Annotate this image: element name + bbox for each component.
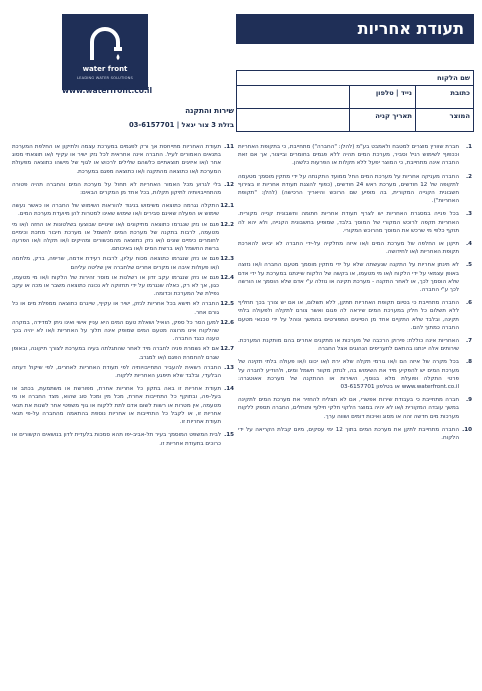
clause-text: בכל מקרה של איזה הם ו/או גורמי תקלה שלא ירת ו/או יכונו ו/או פעולה בלתי תקינה של מערכת המים יש להפקיע מיד את השימוש בה, לנתק מקוור חשמל ומים, ולהודיע לחברה על פרטי התקלה ופועלת מלא בנוסף, השירות או ההתקנה של מערכת אאוטגרה: www.waterfront.co.il או בטלפון 03-6157701 [238, 359, 459, 391]
clause-text: האחריות אינה כוללת: פירוק הרכבה של מערכות או מתקנים אחרים בהם מותקנת המערכת. שירותים אלה יינתנו בהתאם לתעריפים הנהוגים אצל החברה [238, 338, 459, 353]
clause-text: החברה לא תישא בכל אחריות לנזק, ישיר או עקיף, שייגרם כתוצאה ממפלת מים או כל גורם אחר. [12, 301, 219, 316]
terms-clause [12, 385, 234, 426]
terms-clause [238, 337, 472, 353]
terms-subclause [12, 300, 234, 316]
terms-subclause [12, 255, 234, 271]
customer-details-form [236, 70, 474, 132]
customer-name-field[interactable] [237, 71, 473, 85]
clause-number: 13. [224, 364, 234, 371]
terms-column-left [12, 143, 234, 453]
clause-text: לבית המשפט המוסמך בעיר תל-אביב-יפו תהא סמכות בלעדית לדון בנושאים הקשורים או כרוכים בתעודת אחריות זו. [12, 432, 221, 447]
terms-clause [238, 299, 472, 332]
terms-clause [238, 173, 472, 206]
purchase-date-label: תאריך קניה [375, 112, 412, 120]
clause-text: בכל פנייה במסגרת האחריות יש לצרף תעודת אחריות חתומה וחשבונית קנייה מקורית. האחריות תקפה לרוכש המקורי של המוסך בלבד, שמופיע בחשבונית הקנייה, ולא יהא לה תוקף כלפי מי שרכש את המוסך מהרוכש המקורי. [238, 211, 459, 234]
terms-subclause [12, 221, 234, 254]
terms-clause [12, 143, 234, 176]
clause-number: 10. [462, 426, 472, 433]
clause-text: חברת שוורץ מוצרים למטבח ולאמבט בע"מ (להלן: "החברה") מתחייבת, כי בתקופת האחריות וככפוף לשימוש רגיל וסביר, מערכת המים תהיה ללא פגמים בחומרים ובייצור, אך אם זאת החברה אינה מתחייבת, כי המוצר יפעל ללא תקלות או הפרעות כלשהן. [238, 144, 459, 167]
clause-number: 1. [465, 144, 472, 150]
clause-number: 15. [224, 432, 234, 439]
clause-number: 3. [465, 211, 472, 218]
clause-text: החברה מתחייבת לתקן את מערכת המים בתוך 12 ימי עסקים, מיום קבלת הקריאה על ידי הלקוח. [238, 426, 459, 442]
brand-name: water front [82, 65, 128, 73]
clause-number: 5. [465, 262, 472, 269]
clause-number: 9. [465, 397, 472, 404]
phone-field[interactable] [349, 86, 415, 108]
terms-clause [238, 396, 472, 421]
purchase-date-field[interactable] [349, 109, 415, 131]
clause-number: 12.7 [220, 346, 234, 353]
clause-text: לא תינתן אחריות על התקנה שנעשתה שלא על ידי מתקין מוסמך מטעם החברה ו/או נזוצה באופן עצמאי על ידי הלקוח ו/או מי מטעמו, או בקשה של הלקוח שיינתנו במערכת על ידי אדם שלא הוסמך לכך, או לאחר התקנה - מערכת תקינה או נוזלה ע"י אדם שלא הוסמך או הורשה לכך ע"י החברה. [238, 262, 459, 294]
terms-clause [12, 181, 234, 197]
clause-text: בלי לגרוע מכל האמור האחריות לא תחול על מערכת המים והחברה תהיה פטורה מהתחייבויותיה לתיקון תקלות, בכל אחד מן המקרים הבאים: [12, 181, 221, 197]
terms-clause [238, 240, 472, 256]
clause-text: תיקון או החלפה של מערכת המים ו/או איזה מחלקיה על-ידי החברה לא יביאו להארכת תקופת האחריות ו/או לחידושה. [238, 241, 459, 256]
contact-blank-field[interactable] [237, 86, 349, 108]
clause-text: פגם או נזק שנגרמו כתוצאה מכוח עליון, לרבות רעידת אדמה, שריפה, ברק, מלחמה ו/או פעולות איבה או מקרים אחרים שלחברה אין שליטה עליהם [12, 256, 219, 271]
clause-number: 6. [465, 300, 472, 307]
customer-name-label: שם הלקוח [436, 74, 470, 82]
clause-number: 12.3 [220, 256, 234, 263]
service-title: שירות והתקנה [185, 106, 234, 115]
website-link[interactable]: www.waterfront.co.il [62, 86, 153, 95]
clause-text: החברה מעניקה אחריות על מערכת המים החל ממועד התקנתה על ידי מתקין מוסמך מטעמה לתקופה של 12 חודשים, מערכת ראש 24 חודשים, (כפוף להצגת תעודת אחריות זו בצירוף חשבונית הקנייה המקורית, בה מופיע שם הרוכש והיאריך הרכישה) (להלן: "תקופת האחריות"). [238, 173, 459, 205]
address-field[interactable] [415, 86, 473, 108]
terms-clause [238, 358, 472, 391]
service-address: בזלת 3 צור יגאל | 03-6157701 [128, 121, 234, 129]
product-label: המוצר [449, 112, 470, 120]
clause-number: 12.4 [220, 274, 234, 281]
terms-subclause [12, 345, 234, 361]
terms-clause [12, 364, 234, 380]
clause-text: תעודת אחריות זו באה בתקון כל אחריות אחרת, מפורשת או משתמעת, בכתב או בעל-פה, ובתוקף כל התחייבות אחרת, מכל מין ומכל סוג שהוא, מצד החברה או מי מטעמה, אין מטרות או רשות לשום אדם לתת ללקוח או גוף משפטי אחר לשנות את תנאי אחריות זו, או לקבל כל התחייבות או אחריות נוספת בהתאמה מהחברה על-פי תנאי תעודת אחריות זו. [12, 386, 221, 426]
phone-label: נייד | טלפון [375, 89, 412, 97]
clause-number: 4. [465, 241, 472, 248]
terms-clause [12, 431, 234, 447]
product-blank-field[interactable] [237, 109, 349, 131]
clause-number: 11. [224, 144, 234, 150]
clause-text: למען הסר כל ספק, הואיל ושאלת טעם המים היא עניין אישי ואינו ניתן למדידה, במקרה שהלקוח אינו מרוצה מטעם המים שמופק אינה תלוך על האחריות ו/או לא יהיה בכך טענה כנגד החברה. [12, 319, 219, 343]
terms-subclause [12, 319, 234, 344]
brand-tagline: LEADING WATER SOLUTIONS [76, 76, 134, 80]
clause-number: 8. [465, 359, 472, 366]
clause-text: אם לא נשמרת פניה לחברה מיד לאחר שהתגלתה בעיה במערכת לצורך תיקונה, ובאופן שגרם להחמרת הפגם ו/או למגרב. [12, 346, 219, 361]
address-label: כתובת [450, 89, 470, 97]
clause-text: החברה מתחייבת כי בסיום תקופת האחריות תתקן, ללא תשלום, או אם יש צורך בכך תחליף ללא תשלום כל חלק במערכת המים שיראה לה פגום ואשר צורם לתקלה ולפעולה בלתי תקינה, ובלבד שלא התקיים אחד מן הסייגים המפורטים בהמשך ונוהל על ידי טכנאי מטעם החברה כמתוך להם. [238, 300, 459, 331]
clause-text: חברה מתחייבת כי בעבודת שירות אפשרי, אם לא תצליח להחזיר את מערכת המים לתקינה במשך עובדה המקורית ו/או לא יהיה במוצר הלקוי חלקי חילוף ותוחלים, החברה תספק ללקוח מערכות מים חדשה זהה או מסוג ואיכות דומים ושווה ערך. [238, 397, 459, 420]
clause-text: פגם או נזק שנגרמו כתוצאה מתיקונים ו/או שינויים שבוצעו בשלטונות או החזה ו/או מי מטעמה, לרבות בתקנה של מערכת המים לחשמל או מערכת חיבור מתכת וכימיים לחומרים כימיים שונים ו/או נזק כתוצאה מהמכשורים ומהיקים ו/או תקלה ו/או הפרעה ברשת החשמל ו/או ברשת המים ו/או באיכותם. [12, 221, 219, 253]
clause-number: 12.6 [220, 319, 234, 326]
page-title: תעודת אחריות [236, 14, 474, 44]
form-row-product [237, 109, 473, 131]
terms-clause [238, 210, 472, 235]
clause-text: החברה רשאית להעביר התחייבויותיה לפי תעודת האחריות לאחרים, לפי שיקול דעתה הבלעדי, ובלבד שלא תיפגע האחריות ללקוח. [12, 364, 221, 380]
terms-clause [238, 261, 472, 294]
clause-number: 12. [224, 181, 234, 188]
terms-clause [238, 426, 472, 442]
product-field[interactable] [415, 109, 473, 131]
clause-text: תעודת האחריות מתייחסת אך ורק לפגמים במערכת עצמה ולתיקון או החלפת המערכת בתנאים האמורים לעיל. החברה אינה אחראית לכל נזק ישיר או עקיף ו/או תוצאתי מסוג אחר ו/או איזיגים תוצאתיים כלשהם שלילים לרכוש או לגוף של מישהו כתוצאה מפעולת המערכת ו/או כתוצאה מהתקנה ו/או כתוצאה מפגם במערכת. [12, 144, 221, 175]
terms-clause [238, 143, 472, 168]
brand-logo [62, 14, 148, 90]
clause-text: פגם או נזק שנגרמו עקב זדון או רשלנות או מוסר זהירות של הלקוח ו/או מי מטעמו, כגון, אך לא רק, כאלה שנגרמו על ידי תחזוקה לא נכונה כתוצאה משבר או מכה או עקב נפילת של המערכת וכדומה. [12, 274, 219, 298]
form-row-customer [237, 71, 473, 86]
clause-text: התקלה נגרמה כתוצאה משימוש בניגוד להוראות השימוש של החברה או כאשר נעשה שימוש או הפעלה שאינם סבירים ו/או שימוש שאינו למטרות להן מיועדת מערכת המים. [12, 203, 219, 218]
clause-number: 7. [465, 338, 472, 345]
clause-number: 2. [465, 173, 472, 180]
clause-number: 14. [224, 386, 234, 393]
terms-subclause [12, 202, 234, 218]
terms-column-right [238, 143, 472, 447]
terms-subclause [12, 274, 234, 299]
clause-number: 12.1 [220, 203, 234, 210]
clause-number: 12.2 [220, 221, 234, 228]
clause-number: 12.5 [220, 301, 234, 308]
form-row-contact [237, 86, 473, 109]
